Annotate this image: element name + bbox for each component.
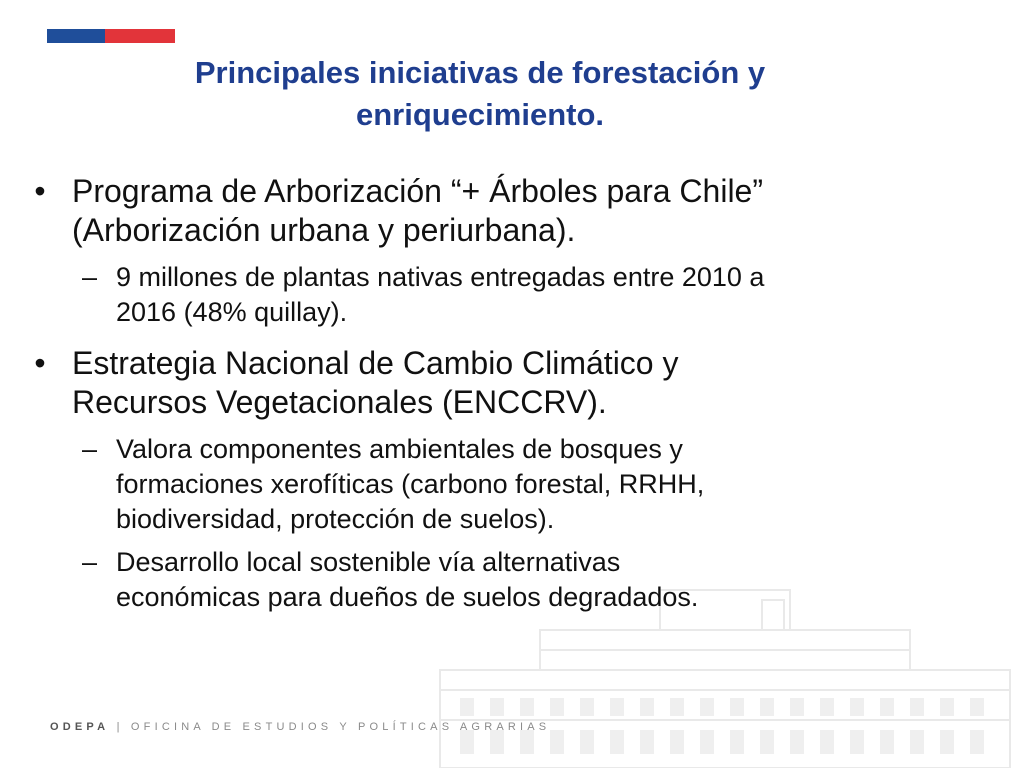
bullet-dot-icon: •: [34, 173, 46, 209]
footer-separator: |: [116, 721, 124, 733]
flag-bar-decoration: [47, 29, 175, 43]
sub-item-plantas-nativas: [30, 260, 990, 330]
footer: [50, 721, 550, 733]
sub-text-line: biodiversidad, protección de suelos).: [116, 504, 555, 534]
sub-text-line: formaciones xerofíticas (carbono forestal, RRHH,: [116, 469, 705, 499]
sub-item-valora-componentes: [30, 432, 990, 537]
footer-org: ODEPA: [50, 721, 110, 733]
sub-text-line: 9 millones de plantas nativas entregadas entre 2010 a: [116, 262, 765, 292]
slide-title: [120, 52, 840, 136]
bullet-text-line: Estrategia Nacional de Cambio Climático y: [72, 345, 679, 381]
title-line-2: enriquecimiento.: [355, 97, 605, 132]
dash-bullet-icon: –: [82, 262, 98, 292]
dash-bullet-icon: –: [82, 434, 98, 464]
bullet-text-line: Recursos Vegetacionales (ENCCRV).: [72, 384, 607, 420]
sub-text-line: Valora componentes ambientales de bosques y: [116, 434, 683, 464]
sub-text-line: Desarrollo local sostenible vía alternativas: [116, 547, 621, 577]
footer-text: OFICINA DE ESTUDIOS Y POLÍTICAS AGRARIAS: [130, 721, 551, 733]
bullet-dot-icon: •: [34, 345, 46, 381]
dash-bullet-icon: –: [82, 547, 98, 577]
bullet-text-line: Programa de Arborización “+ Árboles para Chile”: [72, 173, 763, 209]
bullet-item-enccrv: [30, 344, 990, 422]
sub-text-line: 2016 (48% quillay).: [116, 297, 348, 327]
bullet-item-arborizacion: [30, 172, 990, 250]
sub-text-line: económicas para dueños de suelos degradados.: [116, 582, 699, 612]
slide-content: [30, 172, 990, 623]
sub-item-desarrollo-local: [30, 545, 990, 615]
flag-blue-stripe: [47, 29, 105, 43]
flag-red-stripe: [105, 29, 175, 43]
bullet-text-line: (Arborización urbana y periurbana).: [72, 212, 576, 248]
title-line-1: Principales iniciativas de forestación y: [194, 55, 766, 90]
